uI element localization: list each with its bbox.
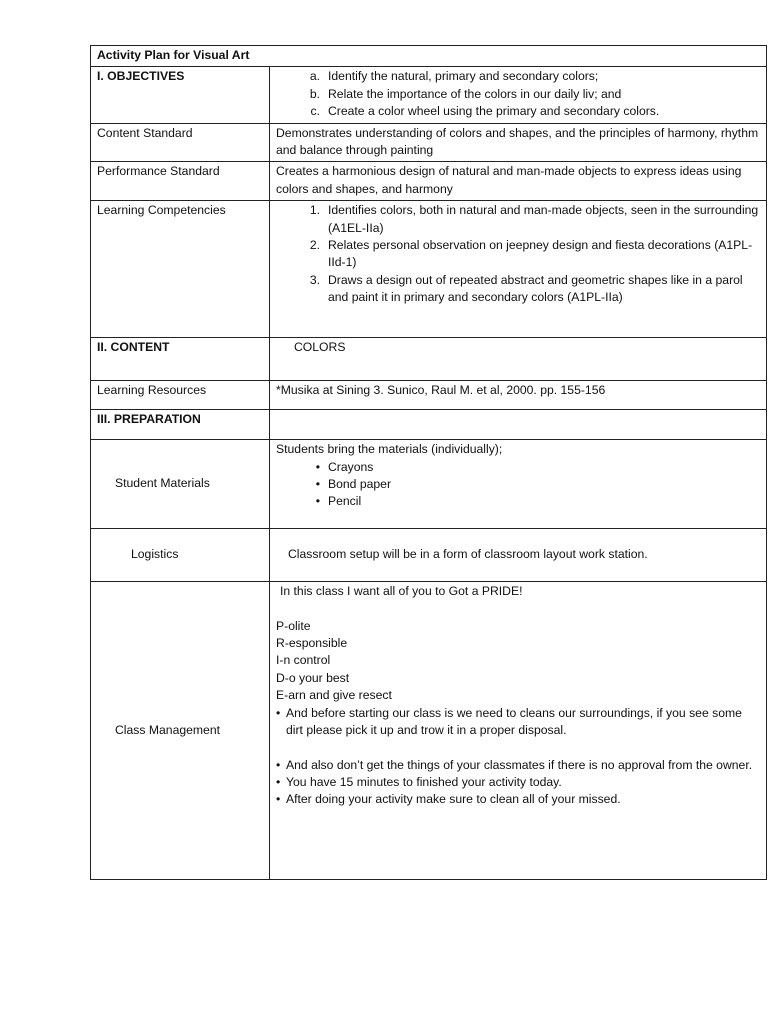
list-marker: b. bbox=[309, 86, 320, 101]
logistics-label: Logistics bbox=[91, 529, 270, 582]
pride-line: E-arn and give resect bbox=[276, 688, 392, 703]
spacer bbox=[276, 601, 760, 618]
list-marker: 2. bbox=[309, 238, 320, 253]
list-text: Identify the natural, primary and secondary colors; bbox=[328, 69, 599, 84]
list-item bbox=[276, 705, 760, 740]
list-marker: c. bbox=[310, 104, 320, 119]
performance-standard-label: Performance Standard bbox=[91, 162, 270, 201]
content-standard-row bbox=[91, 123, 767, 162]
list-item bbox=[276, 757, 760, 774]
performance-standard-row bbox=[91, 162, 767, 201]
content-label: II. CONTENT bbox=[91, 338, 270, 381]
learning-competencies-label: Learning Competencies bbox=[91, 201, 270, 338]
list-text: You have 15 minutes to finished your activity today. bbox=[286, 774, 562, 789]
preparation-label: III. PREPARATION bbox=[91, 410, 270, 440]
plan-title: Activity Plan for Visual Art bbox=[91, 46, 767, 67]
pride-line: P-olite bbox=[276, 618, 311, 633]
list-item bbox=[276, 86, 760, 103]
content-row bbox=[91, 338, 767, 381]
class-management-label: Class Management bbox=[91, 582, 270, 880]
list-marker: a. bbox=[309, 69, 320, 84]
title-row bbox=[91, 46, 767, 67]
list-text: Draws a design out of repeated abstract and geometric shapes like in a parol and paint it in primary and secondary colors (A1PL-IIa) bbox=[328, 272, 743, 305]
class-management-cell bbox=[270, 582, 767, 880]
preparation-row bbox=[91, 410, 767, 440]
list-item bbox=[276, 791, 760, 808]
list-item bbox=[276, 103, 760, 120]
bullet-icon: • bbox=[276, 774, 281, 789]
content-standard-label: Content Standard bbox=[91, 123, 270, 162]
pride-line: I-n control bbox=[276, 653, 331, 668]
bullet-icon: • bbox=[276, 757, 281, 772]
list-text: After doing your activity make sure to clean all of your missed. bbox=[286, 792, 621, 807]
logistics-text: Classroom setup will be in a form of classroom layout work station. bbox=[270, 529, 767, 582]
list-item bbox=[276, 68, 760, 85]
objectives-list bbox=[270, 67, 767, 123]
list-marker: 1. bbox=[309, 203, 320, 218]
spacer bbox=[276, 740, 760, 757]
list-item bbox=[276, 272, 760, 307]
learning-resources-row bbox=[91, 381, 767, 410]
bullet-icon: • bbox=[315, 459, 320, 474]
list-item bbox=[276, 493, 760, 510]
student-materials-label: Student Materials bbox=[91, 440, 270, 529]
list-text: And before starting our class is we need to cleans our surroundings, if you see some dirt please pick it up and trow it in a proper disposal. bbox=[286, 705, 742, 738]
learning-competencies-row bbox=[91, 201, 767, 338]
student-materials-cell bbox=[270, 440, 767, 529]
content-text: COLORS bbox=[270, 338, 767, 381]
list-text: Relate the importance of the colors in our daily liv; and bbox=[328, 86, 622, 101]
learning-resources-label: Learning Resources bbox=[91, 381, 270, 410]
bullet-icon: • bbox=[276, 792, 281, 807]
list-text: And also don’t get the things of your classmates if there is no approval from the owner. bbox=[286, 757, 753, 772]
list-text: Identifies colors, both in natural and man-made objects, seen in the surrounding (A1EL-IIa) bbox=[328, 203, 759, 235]
bullet-icon: • bbox=[315, 494, 320, 509]
list-item bbox=[276, 202, 760, 237]
content-standard-text: Demonstrates understanding of colors and shapes, and the principles of harmony, rhythm and balance through painting bbox=[270, 123, 767, 162]
class-management-intro: In this class I want all of you to Got a PRIDE! bbox=[280, 584, 523, 599]
list-marker: 3. bbox=[309, 272, 320, 287]
list-item bbox=[276, 476, 760, 493]
class-management-row bbox=[91, 582, 767, 880]
pride-line: D-o your best bbox=[276, 670, 350, 685]
objectives-label: I. OBJECTIVES bbox=[91, 67, 270, 123]
bullet-icon: • bbox=[315, 477, 320, 492]
student-materials-intro: Students bring the materials (individually); bbox=[276, 442, 503, 457]
learning-resources-text: *Musika at Sining 3. Sunico, Raul M. et al, 2000. pp. 155-156 bbox=[270, 381, 767, 410]
bullet-icon: • bbox=[276, 705, 281, 720]
preparation-empty-cell bbox=[270, 410, 767, 440]
learning-competencies-list bbox=[270, 201, 767, 338]
list-text: Create a color wheel using the primary and secondary colors. bbox=[328, 104, 660, 119]
list-text: Pencil bbox=[328, 494, 362, 509]
list-item bbox=[276, 459, 760, 476]
activity-plan-table bbox=[90, 45, 767, 880]
list-text: Crayons bbox=[328, 459, 374, 474]
list-item bbox=[276, 774, 760, 791]
list-text: Bond paper bbox=[328, 477, 392, 492]
list-item bbox=[276, 237, 760, 272]
student-materials-row bbox=[91, 440, 767, 529]
performance-standard-text: Creates a harmonious design of natural and man-made objects to express ideas using colors and shapes, and harmony bbox=[270, 162, 767, 201]
pride-line: R-esponsible bbox=[276, 636, 348, 651]
logistics-row bbox=[91, 529, 767, 582]
objectives-row bbox=[91, 67, 767, 123]
list-text: Relates personal observation on jeepney design and fiesta decorations (A1PL-IId-1) bbox=[328, 238, 753, 270]
